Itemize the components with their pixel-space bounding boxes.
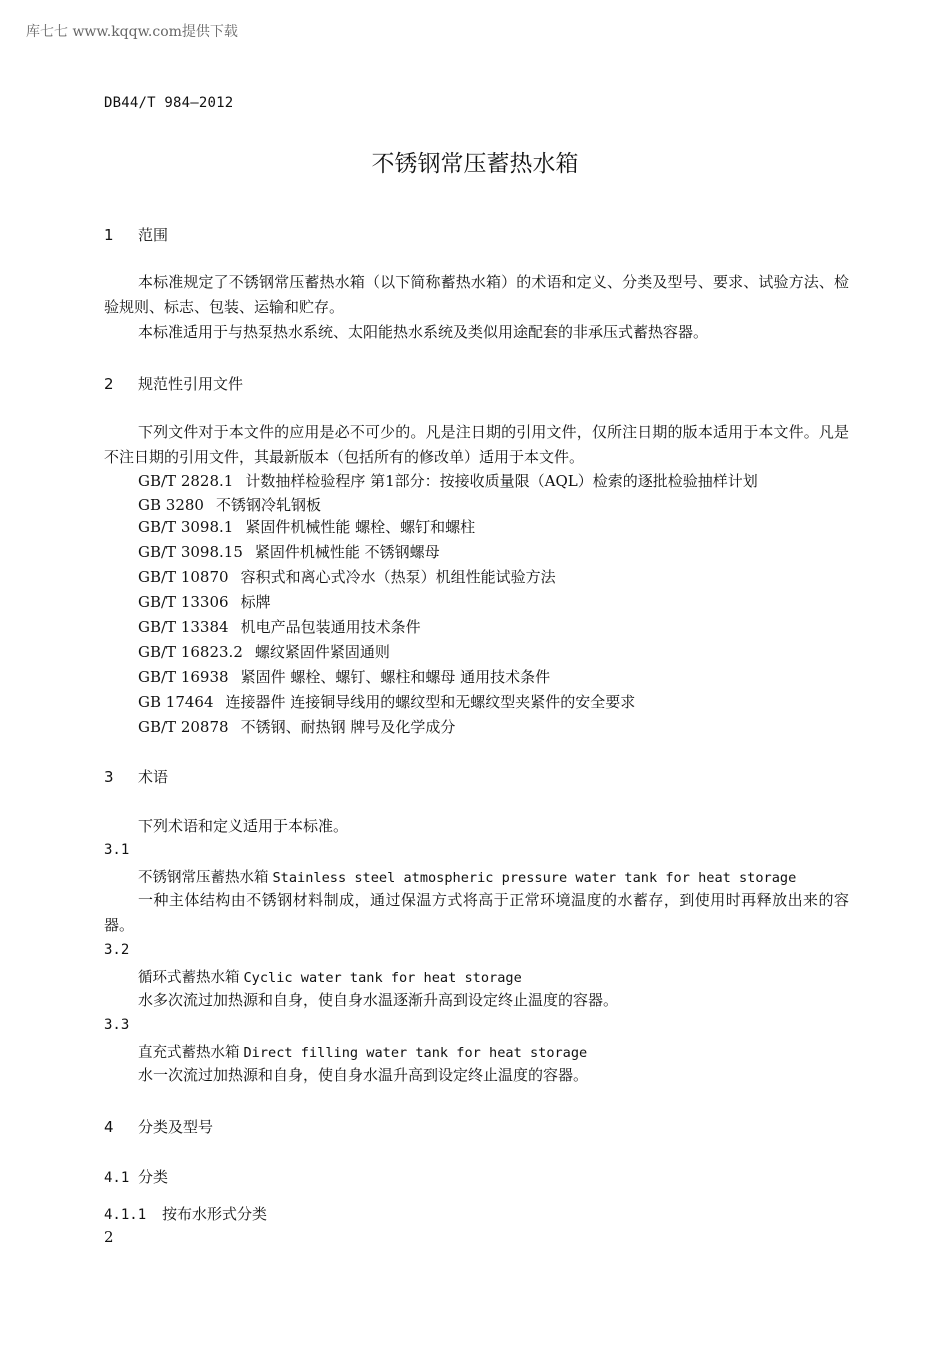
term-name-en: Cyclic water tank for heat storage: [243, 970, 522, 986]
reference-code: GB/T 16823.2: [138, 643, 243, 661]
reference-title: 容积式和离心式冷水（热泵）机组性能试验方法: [240, 568, 556, 586]
subsection-4-1-heading: [104, 1166, 168, 1187]
reference-item: [138, 516, 475, 537]
reference-title: 不锈钢、耐热钢 牌号及化学成分: [240, 718, 456, 736]
section-number: 4: [104, 1118, 114, 1136]
reference-title: 机电产品包装通用技术条件: [240, 618, 421, 636]
reference-item: [138, 591, 271, 612]
section-1-paragraph-1: 本标准规定了不锈钢常压蓄热水箱（以下简称蓄热水箱）的术语和定义、分类及型号、要求、试验方法、检验规则、标志、包装、运输和贮存。: [104, 273, 849, 316]
reference-code: GB/T 20878: [138, 718, 229, 736]
page-title: 不锈钢常压蓄热水箱: [371, 151, 579, 177]
reference-item: [138, 641, 390, 662]
term-definition: 水多次流过加热源和自身，使自身水温逐渐升高到设定终止温度的容器。: [138, 991, 619, 1009]
subsection-4-1-1-heading: [104, 1203, 267, 1224]
term-definition: 一种主体结构由不锈钢材料制成，通过保温方式将高于正常环境温度的水蓄存，到使用时再释放出来的容器。: [104, 891, 849, 934]
section-title: 分类及型号: [138, 1118, 214, 1136]
reference-item: [138, 616, 421, 637]
reference-code: GB/T 10870: [138, 568, 229, 586]
subsection-number: 4.1: [104, 1170, 130, 1186]
section-2-heading: [104, 373, 243, 394]
reference-item: [138, 716, 455, 737]
page-number: 2: [104, 1228, 114, 1246]
section-1-paragraph-2: 本标准适用于与热泵热水系统、太阳能热水系统及类似用途配套的非承压式蓄热容器。: [138, 323, 709, 341]
section-number: 3: [104, 768, 114, 786]
reference-item: [138, 541, 440, 562]
reference-title: 计数抽样检验程序 第1部分：按接收质量限（AQL）检索的逐批检验抽样计划: [245, 472, 758, 490]
term-definition: 水一次流过加热源和自身，使自身水温升高到设定终止温度的容器。: [138, 1066, 589, 1084]
reference-code: GB 17464: [138, 693, 214, 711]
reference-item: [138, 691, 635, 712]
reference-code: GB/T 13384: [138, 618, 229, 636]
section-number: 1: [104, 226, 114, 244]
term-number: 3.2: [104, 942, 130, 958]
document-number: DB44/T 984—2012: [104, 95, 234, 111]
reference-title: 标牌: [240, 593, 271, 611]
reference-title: 不锈钢冷轧钢板: [215, 496, 321, 514]
term-number: 3.1: [104, 842, 130, 858]
section-title: 规范性引用文件: [138, 375, 244, 393]
term-name-zh: 不锈钢常压蓄热水箱: [138, 870, 269, 886]
reference-item: [138, 494, 321, 515]
term-name-en: Stainless steel atmospheric pressure water tank for heat storage: [272, 870, 797, 886]
subsection-number: 4.1.1: [104, 1207, 147, 1223]
subsection-title: 按布水形式分类: [162, 1205, 268, 1223]
reference-item: [138, 470, 758, 491]
subsection-title: 分类: [138, 1168, 169, 1186]
reference-title: 螺纹紧固件紧固通则: [254, 643, 390, 661]
reference-code: GB/T 13306: [138, 593, 229, 611]
term-heading: [138, 966, 522, 987]
section-number: 2: [104, 375, 114, 393]
section-title: 范围: [138, 226, 169, 244]
term-heading: [138, 866, 796, 887]
reference-title: 紧固件机械性能 螺栓、螺钉和螺柱: [245, 518, 476, 536]
reference-title: 紧固件机械性能 不锈钢螺母: [254, 543, 440, 561]
reference-code: GB 3280: [138, 496, 204, 514]
section-3-heading: [104, 766, 168, 787]
term-name-en: Direct filling water tank for heat storage: [243, 1045, 588, 1061]
reference-code: GB/T 16938: [138, 668, 229, 686]
watermark-text: 库七七 www.kqqw.com提供下载: [26, 24, 238, 40]
reference-title: 连接器件 连接铜导线用的螺纹型和无螺纹型夹紧件的安全要求: [225, 693, 636, 711]
section-2-paragraph-1: 下列文件对于本文件的应用是必不可少的。凡是注日期的引用文件，仅所注日期的版本适用于本文件。凡是不注日期的引用文件，其最新版本（包括所有的修改单）适用于本文件。: [104, 423, 849, 466]
section-title: 术语: [138, 768, 169, 786]
reference-code: GB/T 2828.1: [138, 472, 234, 490]
term-name-zh: 循环式蓄热水箱: [138, 970, 240, 986]
section-3-intro: 下列术语和定义适用于本标准。: [138, 817, 349, 835]
reference-item: [138, 666, 550, 687]
term-number: 3.3: [104, 1017, 130, 1033]
term-heading: [138, 1041, 587, 1062]
section-1-heading: [104, 224, 168, 245]
reference-title: 紧固件 螺栓、螺钉、螺柱和螺母 通用技术条件: [240, 668, 551, 686]
reference-code: GB/T 3098.1: [138, 518, 234, 536]
reference-code: GB/T 3098.15: [138, 543, 243, 561]
reference-item: [138, 566, 556, 587]
term-name-zh: 直充式蓄热水箱: [138, 1045, 240, 1061]
section-4-heading: [104, 1116, 213, 1137]
